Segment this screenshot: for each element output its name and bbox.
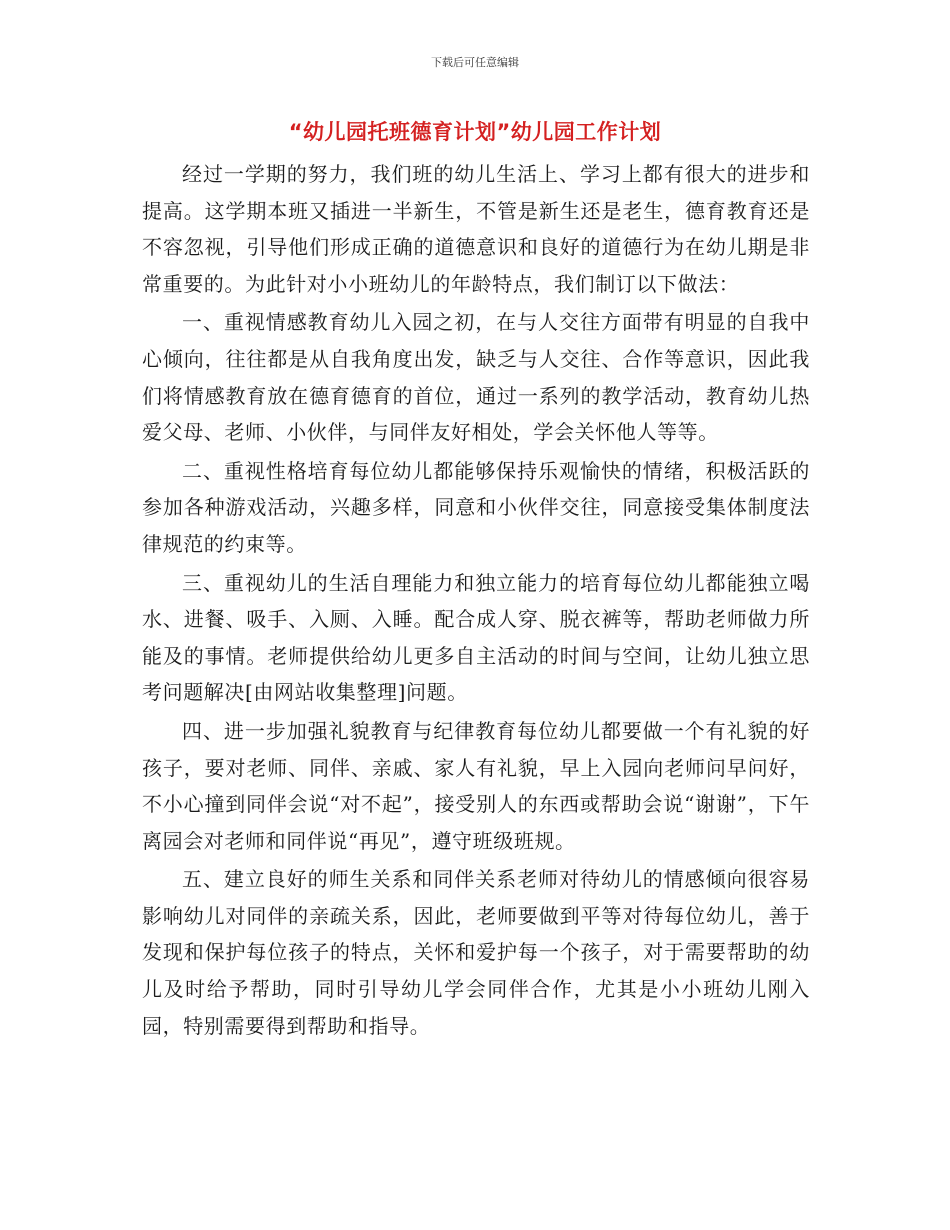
paragraph-item-5: 五、建立良好的师生关系和同伴关系老师对待幼儿的情感倾向很容易影响幼儿对同伴的亲疏关系，因此，老师要做到平等对待每位幼儿，善于发现和保护每位孩子的特点，关怀和爱护每一个孩子，对于需要帮助的幼儿及时给予帮助，同时引导幼儿学会同伴合作，尤其是小小班幼儿刚入园，特别需要得到帮助和指导。 — [142, 867, 810, 1038]
page-header-note: 下载后可任意编辑 — [431, 56, 519, 69]
paragraph-intro: 经过一学期的努力，我们班的幼儿生活上、学习上都有很大的进步和提高。这学期本班又插进一半新生，不管是新生还是老生，德育教育还是不容忽视，引导他们形成正确的道德意识和良好的道德行为在幼儿期是非常重要的。为此针对小小班幼儿的年龄特点，我们制订以下做法： — [142, 162, 810, 296]
document-title: “幼儿园托班德育计划”幼儿园工作计划 — [288, 120, 662, 144]
paragraph-item-4: 四、进一步加强礼貌教育与纪律教育每位幼儿都要做一个有礼貌的好孩子，要对老师、同伴、亲戚、家人有礼貌，早上入园向老师问早问好，不小心撞到同伴会说“对不起”，接受别人的东西或帮助会说“谢谢”，下午离园会对老师和同伴说“再见”，遵守班级班规。 — [142, 718, 810, 853]
document-body — [142, 156, 810, 1046]
paragraph-item-1: 一、重视情感教育幼儿入园之初，在与人交往方面带有明显的自我中心倾向，往往都是从自我角度出发，缺乏与人交往、合作等意识，因此我们将情感教育放在德育德育的首位，通过一系列的教学活动，教育幼儿热爱父母、老师、小伙伴，与同伴友好相处，学会关怀他人等等。 — [142, 310, 810, 445]
paragraph-item-2: 二、重视性格培育每位幼儿都能够保持乐观愉快的情绪，积极活跃的参加各种游戏活动，兴趣多样，同意和小伙伴交往，同意接受集体制度法律规范的约束等。 — [142, 458, 810, 556]
paragraph-item-3: 三、重视幼儿的生活自理能力和独立能力的培育每位幼儿都能独立喝水、进餐、吸手、入厕、入睡。配合成人穿、脱衣裤等，帮助老师做力所能及的事情。老师提供给幼儿更多自主活动的时间与空间，让幼儿独立思考问题解决[由网站收集整理]问题。 — [142, 570, 810, 705]
